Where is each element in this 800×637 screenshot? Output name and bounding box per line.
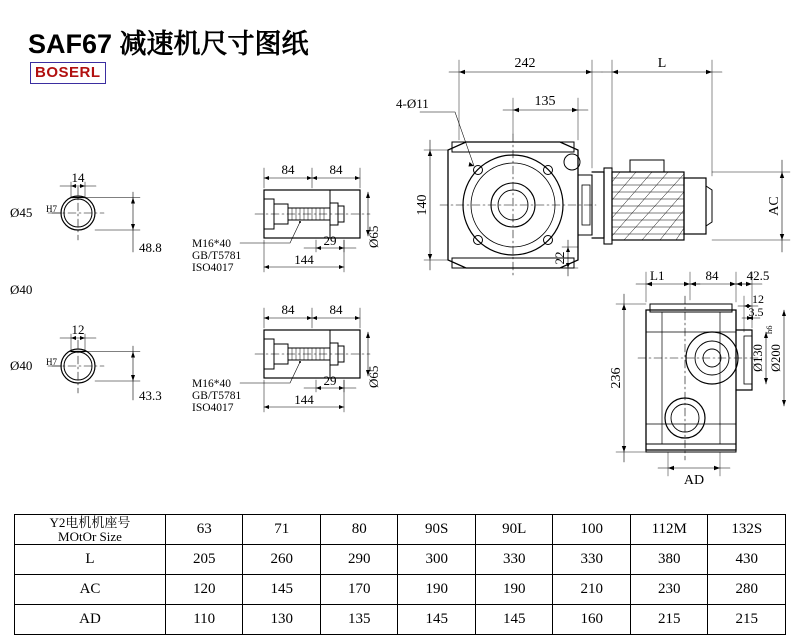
col-head-6: 112M (630, 515, 708, 545)
row-label-AC: AC (15, 575, 166, 605)
label-L1: L1 (650, 268, 665, 283)
cell-L-1: 260 (243, 545, 321, 575)
col-head-2: 80 (320, 515, 398, 545)
cell-AC-1: 145 (243, 575, 321, 605)
label-bot-144: 144 (294, 392, 314, 407)
cell-L-7: 430 (708, 545, 786, 575)
dimension-table (14, 514, 786, 635)
col-head-7: 132S (708, 515, 786, 545)
label-height-488: 48.8 (139, 240, 162, 255)
label-12: 12 (752, 292, 764, 306)
label-top-29: 29 (323, 233, 337, 248)
table-row (15, 605, 786, 635)
label-AD: AD (683, 473, 705, 488)
cell-L-4: 330 (475, 545, 553, 575)
label-200: Ø200 (769, 344, 783, 372)
col-head-4: 90L (475, 515, 553, 545)
cell-L-5: 330 (553, 545, 631, 575)
label-side-84: 84 (705, 268, 719, 283)
table-row (15, 575, 786, 605)
cell-AD-0: 110 (165, 605, 243, 635)
cell-AD-5: 160 (553, 605, 631, 635)
cell-AD-6: 215 (630, 605, 708, 635)
cell-AC-0: 120 (165, 575, 243, 605)
label-height-433: 43.3 (139, 388, 162, 403)
label-22: 22 (552, 251, 567, 265)
label-35: 3.5 (748, 305, 764, 319)
table-header-motor-size (15, 515, 166, 545)
cell-AD-4: 145 (475, 605, 553, 635)
label-top-144: 144 (294, 252, 314, 267)
col-head-3: 90S (398, 515, 476, 545)
table-header-en: MOtOr Size (58, 528, 122, 544)
col-head-5: 100 (553, 515, 631, 545)
label-bore-45-tol: H7 (46, 204, 57, 214)
label-bot-thread: M16*40 (192, 378, 231, 390)
label-140: 140 (415, 194, 430, 216)
cell-AD-1: 130 (243, 605, 321, 635)
label-bot-flange-dia: Ø65 (366, 365, 381, 388)
label-4xd11: 4-Ø11 (396, 96, 429, 111)
cell-AD-3: 145 (398, 605, 476, 635)
cell-AC-6: 230 (630, 575, 708, 605)
row-label-L: L (15, 545, 166, 575)
cell-L-3: 300 (398, 545, 476, 575)
label-135: 135 (534, 94, 556, 109)
page-title: SAF67 减速机尺寸图纸 (28, 29, 309, 59)
cell-AD-2: 135 (320, 605, 398, 635)
label-bot-std1: GB/T5781 (192, 390, 242, 402)
cell-AC-5: 210 (553, 575, 631, 605)
row-label-AD: AD (15, 605, 166, 635)
col-head-0: 63 (165, 515, 243, 545)
brand-logo: BOSERL (30, 62, 106, 84)
label-AC: AC (767, 196, 782, 216)
table-row (15, 545, 786, 575)
label-130-tol: h6 (764, 325, 774, 334)
label-top-thread: M16*40 (192, 238, 231, 250)
label-top-84a: 84 (281, 162, 295, 177)
label-bot-29: 29 (323, 373, 337, 388)
label-bot-std2: ISO4017 (192, 402, 234, 414)
label-bot-84a: 84 (281, 302, 295, 317)
label-top-flange-dia: Ø65 (366, 225, 381, 248)
cell-AC-2: 170 (320, 575, 398, 605)
table-header-row (15, 515, 786, 545)
cell-AC-4: 190 (475, 575, 553, 605)
label-L: L (657, 56, 667, 71)
label-236: 236 (609, 367, 624, 389)
cell-AC-3: 190 (398, 575, 476, 605)
label-keyway-12: 12 (71, 322, 85, 337)
cell-L-2: 290 (320, 545, 398, 575)
label-keyway-14: 14 (71, 170, 85, 185)
label-bore-45: Ø45 (10, 205, 33, 220)
cell-AD-7: 215 (708, 605, 786, 635)
cell-L-6: 380 (630, 545, 708, 575)
col-head-1: 71 (243, 515, 321, 545)
shaft-section-bottom (48, 334, 140, 400)
cell-L-0: 205 (165, 545, 243, 575)
label-425: 42.5 (746, 268, 770, 283)
label-top-std2: ISO4017 (192, 262, 234, 274)
label-top-std1: GB/T5781 (192, 250, 242, 262)
cell-AC-7: 280 (708, 575, 786, 605)
shaft-section-top (48, 182, 140, 252)
label-top-84b: 84 (329, 162, 343, 177)
label-bore-40: Ø40 (10, 358, 33, 373)
table-header-cn: Y2电机机座号 (49, 514, 131, 530)
label-242: 242 (514, 56, 536, 71)
front-view-assembly (420, 60, 790, 276)
label-bore-note-40: Ø40 (10, 282, 33, 297)
label-bot-84b: 84 (329, 302, 343, 317)
label-130: Ø130 (751, 344, 765, 372)
label-bore-40-tol: H7 (46, 357, 57, 367)
